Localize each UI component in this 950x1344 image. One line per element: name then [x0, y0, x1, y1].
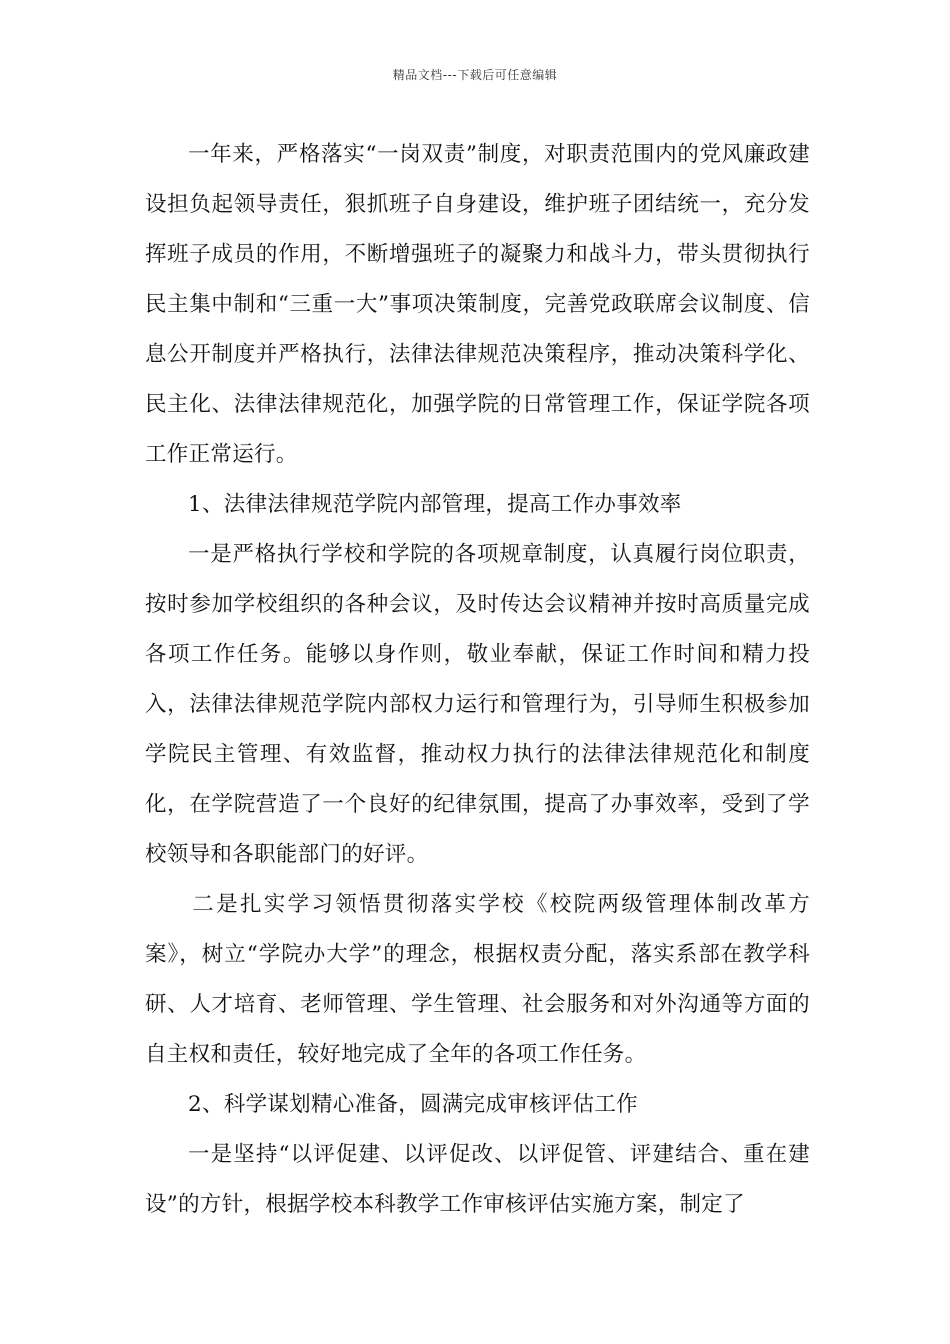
paragraph-intro: 一年来，严格落实“一岗双责”制度，对职责范围内的党风廉政建设担负起领导责任，狠抓班子自身建设，维护班子团结统一，充分发挥班子成员的作用，不断增强班子的凝聚力和战斗力，带头贯彻执行民主集中制和“三重一大”事项决策制度，完善党政联席会议制度、信息公开制度并严格执行，法律法律规范决策程序，推动决策科学化、民主化、法律法律规范化，加强学院的日常管理工作，保证学院各项工作正常运行。: [145, 142, 810, 467]
paragraph-section1-point2: 二是扎实学习领悟贯彻落实学校《校院两级管理体制改革方案》，树立“学院办大学”的理念，根据权责分配，落实系部在教学科研、人才培育、老师管理、学生管理、社会服务和对外沟通等方面的自主权和责任，较好地完成了全年的各项工作任务。: [145, 892, 810, 1067]
section-heading-1: 1、法律法律规范学院内部管理，提高工作办事效率: [188, 492, 682, 517]
section-heading-2: 2、科学谋划精心准备，圆满完成审核评估工作: [188, 1092, 638, 1117]
document-body: [145, 130, 810, 1230]
paragraph-section2-point1: 一是坚持“以评促建、以评促改、以评促管、评建结合、重在建设”的方针，根据学校本科教学工作审核评估实施方案，制定了: [145, 1142, 810, 1217]
page-header-watermark: 精品文档---下载后可任意编辑: [392, 68, 558, 82]
paragraph-section1-point1: 一是严格执行学校和学院的各项规章制度，认真履行岗位职责，按时参加学校组织的各种会议，及时传达会议精神并按时高质量完成各项工作任务。能够以身作则，敬业奉献，保证工作时间和精力投入，法律法律规范学院内部权力运行和管理行为，引导师生积极参加学院民主管理、有效监督，推动权力执行的法律法律规范化和制度化，在学院营造了一个良好的纪律氛围，提高了办事效率，受到了学校领导和各职能部门的好评。: [145, 542, 810, 867]
